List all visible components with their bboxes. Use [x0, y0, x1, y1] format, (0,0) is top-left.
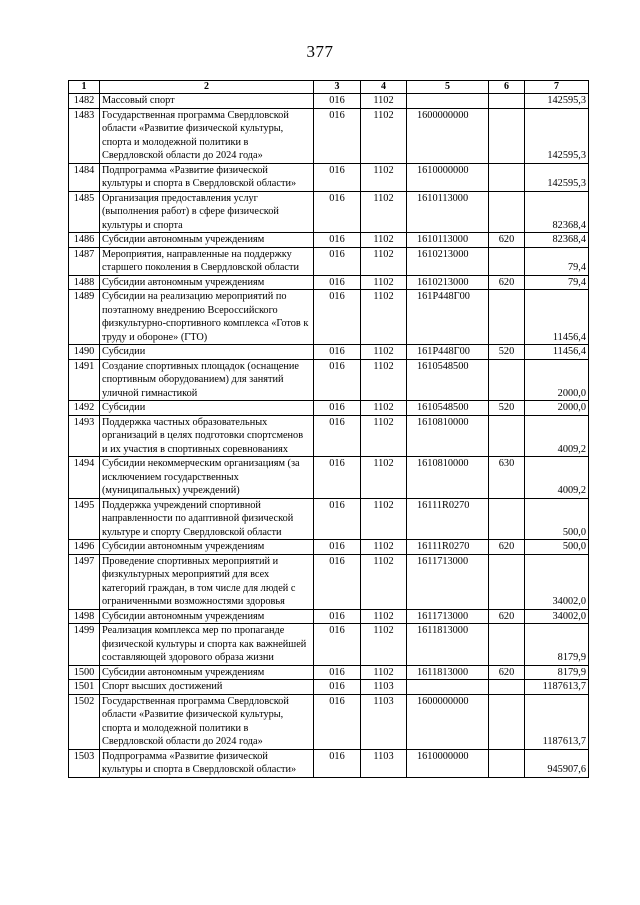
row-ministry-code: 016: [314, 191, 361, 233]
row-expense-type: [489, 749, 525, 777]
row-expense-type: [489, 680, 525, 695]
header-col-3: 3: [314, 81, 361, 94]
row-amount: 34002,0: [525, 554, 589, 609]
row-amount: 79,4: [525, 247, 589, 275]
row-target-code: 1610213000: [407, 275, 489, 290]
row-target-code: [407, 680, 489, 695]
table-row: [69, 749, 589, 777]
row-amount: 2000,0: [525, 359, 589, 401]
row-number: 1503: [69, 749, 100, 777]
row-ministry-code: 016: [314, 554, 361, 609]
header-col-6: 6: [489, 81, 525, 94]
row-amount: 500,0: [525, 498, 589, 540]
row-number: 1490: [69, 345, 100, 360]
row-number: 1496: [69, 540, 100, 555]
row-name: Субсидии: [100, 401, 314, 416]
row-ministry-code: 016: [314, 457, 361, 499]
row-name: Субсидии автономным учреждениям: [100, 233, 314, 248]
row-section-code: 1102: [361, 345, 407, 360]
table-row: [69, 694, 589, 749]
table-row: [69, 401, 589, 416]
table-body: [69, 94, 589, 778]
row-amount: 500,0: [525, 540, 589, 555]
row-target-code: 1610810000: [407, 457, 489, 499]
row-section-code: 1102: [361, 163, 407, 191]
table-row: [69, 457, 589, 499]
row-expense-type: 620: [489, 609, 525, 624]
row-section-code: 1102: [361, 401, 407, 416]
row-number: 1491: [69, 359, 100, 401]
row-ministry-code: 016: [314, 359, 361, 401]
row-target-code: 1610113000: [407, 233, 489, 248]
row-name: Субсидии: [100, 345, 314, 360]
row-target-code: 1610000000: [407, 749, 489, 777]
row-amount: 34002,0: [525, 609, 589, 624]
row-section-code: 1103: [361, 749, 407, 777]
table-row: [69, 359, 589, 401]
row-target-code: 1610548500: [407, 359, 489, 401]
row-target-code: 161Р448Г00: [407, 345, 489, 360]
row-number: 1485: [69, 191, 100, 233]
row-ministry-code: 016: [314, 401, 361, 416]
row-section-code: 1102: [361, 665, 407, 680]
budget-table: [68, 80, 589, 778]
row-name: Организация предоставления услуг (выполнения работ) в сфере физической культуры и спорта: [100, 191, 314, 233]
row-amount: 945907,6: [525, 749, 589, 777]
row-ministry-code: 016: [314, 540, 361, 555]
row-ministry-code: 016: [314, 275, 361, 290]
row-name: Субсидии на реализацию мероприятий по поэтапному внедрению Всероссийского физкультурно-спортивного комплекса «Готов к труду и обороне» (ГТО): [100, 290, 314, 345]
row-number: 1502: [69, 694, 100, 749]
row-expense-type: [489, 359, 525, 401]
row-section-code: 1102: [361, 191, 407, 233]
row-expense-type: [489, 163, 525, 191]
row-name: Поддержка учреждений спортивной направленности по адаптивной физической культуре и спорту Свердловской области: [100, 498, 314, 540]
row-target-code: 1610113000: [407, 191, 489, 233]
row-amount: 8179,9: [525, 665, 589, 680]
row-amount: 142595,3: [525, 163, 589, 191]
row-section-code: 1102: [361, 247, 407, 275]
row-section-code: 1102: [361, 609, 407, 624]
table-row: [69, 345, 589, 360]
row-amount: 1187613,7: [525, 694, 589, 749]
row-number: 1487: [69, 247, 100, 275]
row-amount: 82368,4: [525, 191, 589, 233]
row-name: Субсидии автономным учреждениям: [100, 275, 314, 290]
row-target-code: 1610213000: [407, 247, 489, 275]
row-expense-type: [489, 498, 525, 540]
header-col-1: 1: [69, 81, 100, 94]
row-target-code: 1600000000: [407, 694, 489, 749]
row-expense-type: [489, 290, 525, 345]
row-target-code: 16111R0270: [407, 540, 489, 555]
row-amount: 2000,0: [525, 401, 589, 416]
row-name: Мероприятия, направленные на поддержку старшего поколения в Свердловской области: [100, 247, 314, 275]
row-expense-type: [489, 191, 525, 233]
row-section-code: 1102: [361, 233, 407, 248]
table-row: [69, 554, 589, 609]
row-expense-type: [489, 554, 525, 609]
row-target-code: 1611713000: [407, 554, 489, 609]
row-number: 1494: [69, 457, 100, 499]
row-amount: 1187613,7: [525, 680, 589, 695]
row-number: 1498: [69, 609, 100, 624]
row-section-code: 1102: [361, 275, 407, 290]
row-number: 1488: [69, 275, 100, 290]
row-section-code: 1102: [361, 359, 407, 401]
row-section-code: 1102: [361, 94, 407, 109]
table-row: [69, 191, 589, 233]
row-section-code: 1102: [361, 290, 407, 345]
table-row: [69, 275, 589, 290]
row-number: 1486: [69, 233, 100, 248]
row-expense-type: 620: [489, 275, 525, 290]
row-target-code: 16111R0270: [407, 498, 489, 540]
row-expense-type: 620: [489, 665, 525, 680]
row-number: 1493: [69, 415, 100, 457]
table-row: [69, 415, 589, 457]
row-ministry-code: 016: [314, 415, 361, 457]
row-target-code: 1610548500: [407, 401, 489, 416]
row-name: Спорт высших достижений: [100, 680, 314, 695]
row-ministry-code: 016: [314, 680, 361, 695]
row-ministry-code: 016: [314, 290, 361, 345]
row-expense-type: [489, 694, 525, 749]
row-name: Проведение спортивных мероприятий и физкультурных мероприятий для всех категорий граждан, в том числе для людей с ограниченными возможностями здоровья: [100, 554, 314, 609]
row-target-code: 1611713000: [407, 609, 489, 624]
row-name: Субсидии автономным учреждениям: [100, 609, 314, 624]
row-ministry-code: 016: [314, 94, 361, 109]
row-target-code: 161Р448Г00: [407, 290, 489, 345]
row-number: 1499: [69, 624, 100, 666]
table-row: [69, 247, 589, 275]
table-row: [69, 609, 589, 624]
table-row: [69, 108, 589, 163]
row-number: 1483: [69, 108, 100, 163]
row-name: Создание спортивных площадок (оснащение спортивным оборудованием) для занятий уличной гимнастикой: [100, 359, 314, 401]
row-name: Государственная программа Свердловской области «Развитие физической культуры, спорта и молодежной политики в Свердловской области до 2024 года»: [100, 694, 314, 749]
row-ministry-code: 016: [314, 498, 361, 540]
row-name: Поддержка частных образовательных организаций в целях подготовки спортсменов и их участия в спортивных соревнованиях: [100, 415, 314, 457]
row-number: 1484: [69, 163, 100, 191]
row-ministry-code: 016: [314, 247, 361, 275]
row-ministry-code: 016: [314, 624, 361, 666]
table-row: [69, 498, 589, 540]
row-number: 1482: [69, 94, 100, 109]
table-row: [69, 624, 589, 666]
row-section-code: 1103: [361, 680, 407, 695]
row-section-code: 1102: [361, 457, 407, 499]
row-ministry-code: 016: [314, 665, 361, 680]
row-amount: 4009,2: [525, 457, 589, 499]
table-row: [69, 94, 589, 109]
row-name: Массовый спорт: [100, 94, 314, 109]
row-name: Подпрограмма «Развитие физической культуры и спорта в Свердловской области»: [100, 749, 314, 777]
table-row: [69, 665, 589, 680]
row-expense-type: [489, 94, 525, 109]
row-expense-type: [489, 108, 525, 163]
row-amount: 79,4: [525, 275, 589, 290]
row-amount: 11456,4: [525, 290, 589, 345]
row-amount: 142595,3: [525, 94, 589, 109]
row-amount: 8179,9: [525, 624, 589, 666]
row-ministry-code: 016: [314, 749, 361, 777]
row-expense-type: 620: [489, 233, 525, 248]
row-section-code: 1103: [361, 694, 407, 749]
row-expense-type: 520: [489, 345, 525, 360]
row-section-code: 1102: [361, 498, 407, 540]
table-row: [69, 680, 589, 695]
row-amount: 11456,4: [525, 345, 589, 360]
row-number: 1501: [69, 680, 100, 695]
row-name: Субсидии автономным учреждениям: [100, 665, 314, 680]
row-number: 1489: [69, 290, 100, 345]
table-row: [69, 290, 589, 345]
row-target-code: 1611813000: [407, 665, 489, 680]
row-section-code: 1102: [361, 415, 407, 457]
row-ministry-code: 016: [314, 345, 361, 360]
row-name: Подпрограмма «Развитие физической культуры и спорта в Свердловской области»: [100, 163, 314, 191]
row-section-code: 1102: [361, 540, 407, 555]
row-name: Субсидии автономным учреждениям: [100, 540, 314, 555]
page-number: 377: [306, 42, 334, 61]
row-amount: 4009,2: [525, 415, 589, 457]
table-row: [69, 540, 589, 555]
row-number: 1497: [69, 554, 100, 609]
row-number: 1495: [69, 498, 100, 540]
row-section-code: 1102: [361, 624, 407, 666]
row-target-code: 1610810000: [407, 415, 489, 457]
row-ministry-code: 016: [314, 233, 361, 248]
header-col-2: 2: [100, 81, 314, 94]
table-row: [69, 163, 589, 191]
row-name: Государственная программа Свердловской области «Развитие физической культуры, спорта и молодежной политики в Свердловской области до 2024 года»: [100, 108, 314, 163]
row-target-code: 1600000000: [407, 108, 489, 163]
row-name: Субсидии некоммерческим организациям (за исключением государственных (муниципальных) учреждений): [100, 457, 314, 499]
row-target-code: [407, 94, 489, 109]
row-section-code: 1102: [361, 108, 407, 163]
row-expense-type: 630: [489, 457, 525, 499]
row-expense-type: 520: [489, 401, 525, 416]
row-expense-type: [489, 415, 525, 457]
row-name: Реализация комплекса мер по пропаганде физической культуры и спорта как важнейшей составляющей здорового образа жизни: [100, 624, 314, 666]
row-amount: 142595,3: [525, 108, 589, 163]
header-col-4: 4: [361, 81, 407, 94]
header-col-5: 5: [407, 81, 489, 94]
row-ministry-code: 016: [314, 609, 361, 624]
header-col-7: 7: [525, 81, 589, 94]
row-target-code: 1611813000: [407, 624, 489, 666]
row-amount: 82368,4: [525, 233, 589, 248]
row-target-code: 1610000000: [407, 163, 489, 191]
row-ministry-code: 016: [314, 163, 361, 191]
row-ministry-code: 016: [314, 108, 361, 163]
row-expense-type: [489, 247, 525, 275]
row-number: 1500: [69, 665, 100, 680]
row-expense-type: [489, 624, 525, 666]
row-number: 1492: [69, 401, 100, 416]
table-row: [69, 233, 589, 248]
row-ministry-code: 016: [314, 694, 361, 749]
row-section-code: 1102: [361, 554, 407, 609]
header-row: [69, 81, 589, 94]
row-expense-type: 620: [489, 540, 525, 555]
